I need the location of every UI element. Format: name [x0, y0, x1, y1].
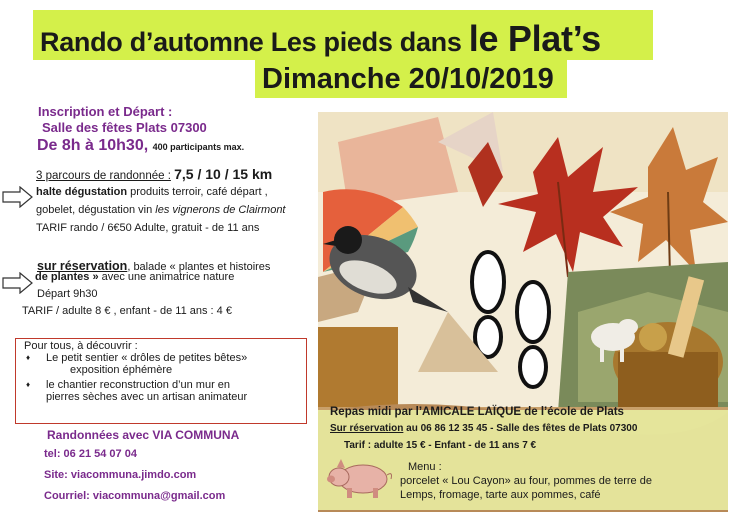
inscription-place: Salle des fêtes Plats 07300: [42, 120, 207, 135]
list-item: ♦ le chantier reconstruction d’un mur en pierres sèches avec un artisan animateur: [26, 379, 248, 403]
meal-price: Tarif : adulte 15 € - Enfant - de 11 ans 7 €: [344, 440, 537, 451]
menu-line-1: porcelet « Lou Cayon» au four, pommes de terre de: [400, 475, 652, 487]
halte-line: halte dégustation produits terroir, café départ ,: [36, 186, 268, 198]
rando-tarif: TARIF rando / 6€50 Adulte, gratuit - de 11 ans: [36, 222, 260, 234]
event-title: Rando d’automne Les pieds dans le Plat’s: [40, 18, 601, 59]
contact-site: Site: viacommuna.jimdo.com: [44, 469, 197, 481]
vin-line: gobelet, dégustation vin les vignerons de Clairmont: [36, 204, 286, 216]
meal-reservation: Sur réservation au 06 86 12 35 45 - Salle des fêtes de Plats 07300: [330, 423, 638, 434]
menu-line-2: Lemps, fromage, tarte aux pommes, café: [400, 489, 601, 501]
bullet-icon: ♦: [26, 353, 31, 362]
inscription-hours: De 8h à 10h30, 400 participants max.: [37, 137, 245, 154]
bullet-icon: ♦: [26, 380, 31, 389]
contact-email: Courriel: viacommuna@gmail.com: [44, 490, 226, 502]
inscription-heading: Inscription et Départ :: [38, 104, 173, 119]
balade-depart: Départ 9h30: [37, 288, 98, 300]
event-date: Dimanche 20/10/2019: [262, 63, 554, 95]
pig-icon: [327, 455, 397, 503]
arrow-right-icon: [2, 272, 34, 294]
balade-tarif: TARIF / adulte 8 € , enfant - de 11 ans : 4 €: [22, 305, 232, 317]
contact-heading: Randonnées avec VIA COMMUNA: [47, 428, 240, 442]
balade-line-2: de plantes » avec une animatrice nature: [35, 271, 235, 283]
menu-label: Menu :: [408, 461, 442, 473]
arrow-right-icon: [2, 186, 34, 208]
contact-phone: tel: 06 21 54 07 04: [44, 448, 137, 460]
discover-heading: Pour tous, à découvrir :: [24, 340, 138, 352]
title-emphasis: le Plat’s: [468, 18, 601, 59]
discover-list: [22, 352, 247, 403]
parcours-line: 3 parcours de randonnée : 7,5 / 10 / 15 km: [36, 166, 273, 182]
meal-title: Repas midi par l’AMICALE LAÏQUE de l’école de Plats: [330, 406, 624, 418]
balade-line: sur réservation, balade « plantes et histoires: [37, 259, 271, 273]
list-item: ♦ Le petit sentier « drôles de petites bêtes» exposition éphémère: [26, 352, 248, 376]
